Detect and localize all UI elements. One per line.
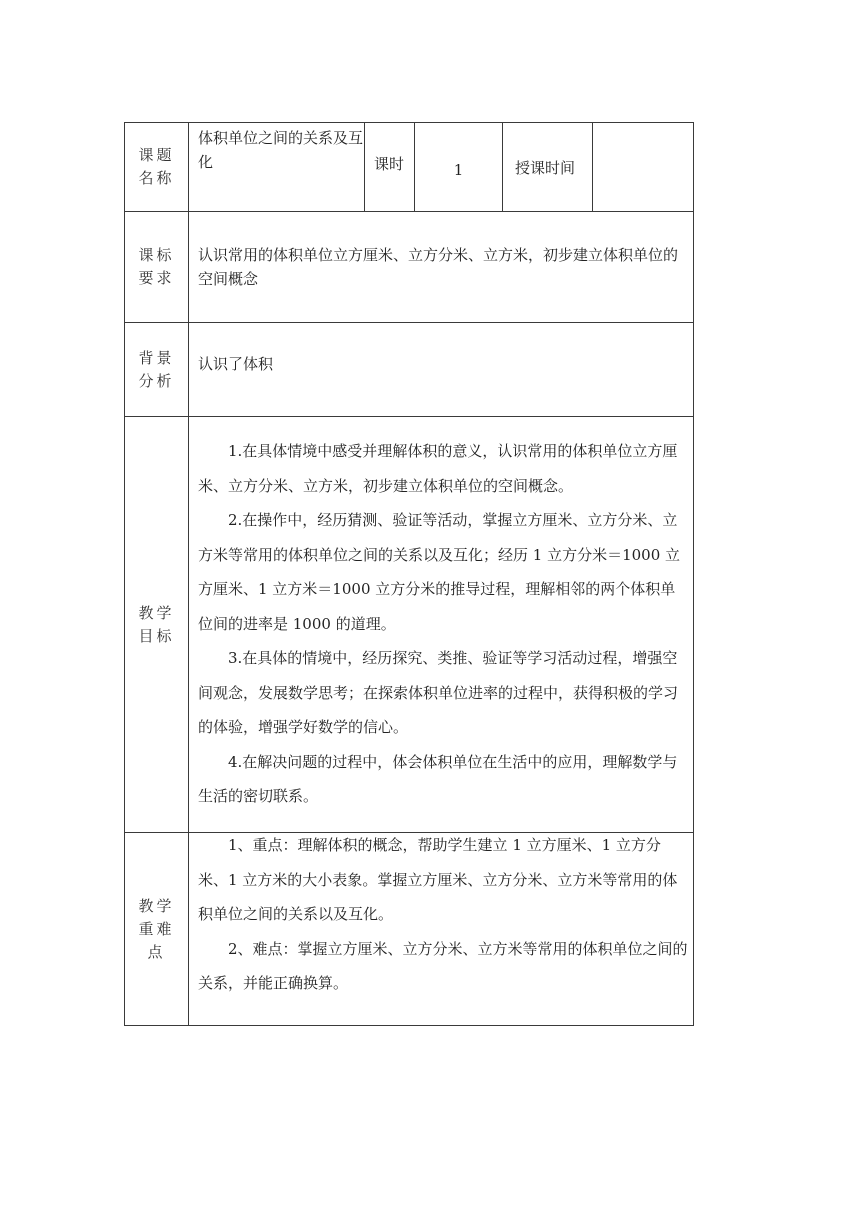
objective-paragraph: 3.在具体的情境中，经历探究、类推、验证等学习活动过程，增强空间观念，发展数学思考；在探索体积单位进率的过程中，获得积极的学习的体验，增强学好数学的信心。 (198, 649, 679, 736)
teaching-objectives-text (198, 434, 688, 814)
label-line: 背景 (138, 348, 175, 367)
label-line: 重难 (138, 919, 175, 938)
class-hours-label: 课时 (374, 155, 405, 173)
label-line: 教学 (138, 603, 175, 622)
header-cell-divider (364, 122, 365, 212)
table-border-top (124, 122, 694, 123)
row-divider (124, 322, 694, 323)
lesson-plan-table (124, 122, 694, 1027)
row-divider (124, 211, 694, 212)
label-column-divider (188, 122, 189, 1026)
label-line: 课标 (138, 246, 175, 264)
row-label-curriculum-requirements (125, 212, 188, 322)
label-line: 点 (147, 942, 166, 961)
row-label-teaching-objectives (125, 417, 188, 832)
key-difficult-points-text (198, 828, 688, 1001)
row-divider (124, 416, 694, 417)
objective-paragraph: 4.在解决问题的过程中，体会体积单位在生活中的应用，理解数学与生活的密切联系。 (198, 752, 678, 805)
row-label-topic-name (125, 123, 188, 211)
objective-paragraph: 2.在操作中，经历猜测、验证等活动，掌握立方厘米、立方分米、立方米等常用的体积单位之间的关系以及互化；经历 1 立方分米＝1000 立方厘米、1 立方米＝1000 立方分米的推导过程，理解相邻的两个体积单位间的进率是 1000 的道理。 (198, 511, 681, 633)
class-hours-value: 1 (453, 161, 464, 179)
curriculum-requirements-text: 认识常用的体积单位立方厘米、立方分米、立方米，初步建立体积单位的空间概念 (198, 246, 679, 288)
topic-value: 体积单位之间的关系及互化 (198, 129, 364, 171)
label-line: 分析 (138, 371, 175, 390)
table-border-bottom (124, 1025, 694, 1026)
teaching-time-label: 授课时间 (515, 159, 576, 177)
label-line: 课题 (138, 146, 175, 164)
header-cell-divider (592, 122, 593, 212)
objective-paragraph: 1.在具体情境中感受并理解体积的意义，认识常用的体积单位立方厘米、立方分米、立方米，初步建立体积单位的空间概念。 (198, 442, 678, 495)
background-analysis-text: 认识了体积 (198, 355, 274, 373)
label-line: 目标 (138, 626, 175, 645)
label-line: 要求 (138, 269, 175, 287)
row-label-background-analysis (125, 323, 188, 416)
header-cell-divider (502, 122, 503, 212)
key-point-paragraph: 1、重点：理解体积的概念，帮助学生建立 1 立方厘米、1 立方分米、1 立方米的大小表象。掌握立方厘米、立方分米、立方米等常用的体积单位之间的关系以及互化。 (198, 836, 678, 923)
label-line: 教学 (138, 896, 175, 915)
row-label-key-difficult-points (125, 833, 188, 1025)
label-line: 名称 (138, 169, 175, 187)
difficult-point-paragraph: 2、难点：掌握立方厘米、立方分米、立方米等常用的体积单位之间的关系，并能正确换算。 (198, 939, 688, 992)
table-border-right (693, 122, 694, 1026)
